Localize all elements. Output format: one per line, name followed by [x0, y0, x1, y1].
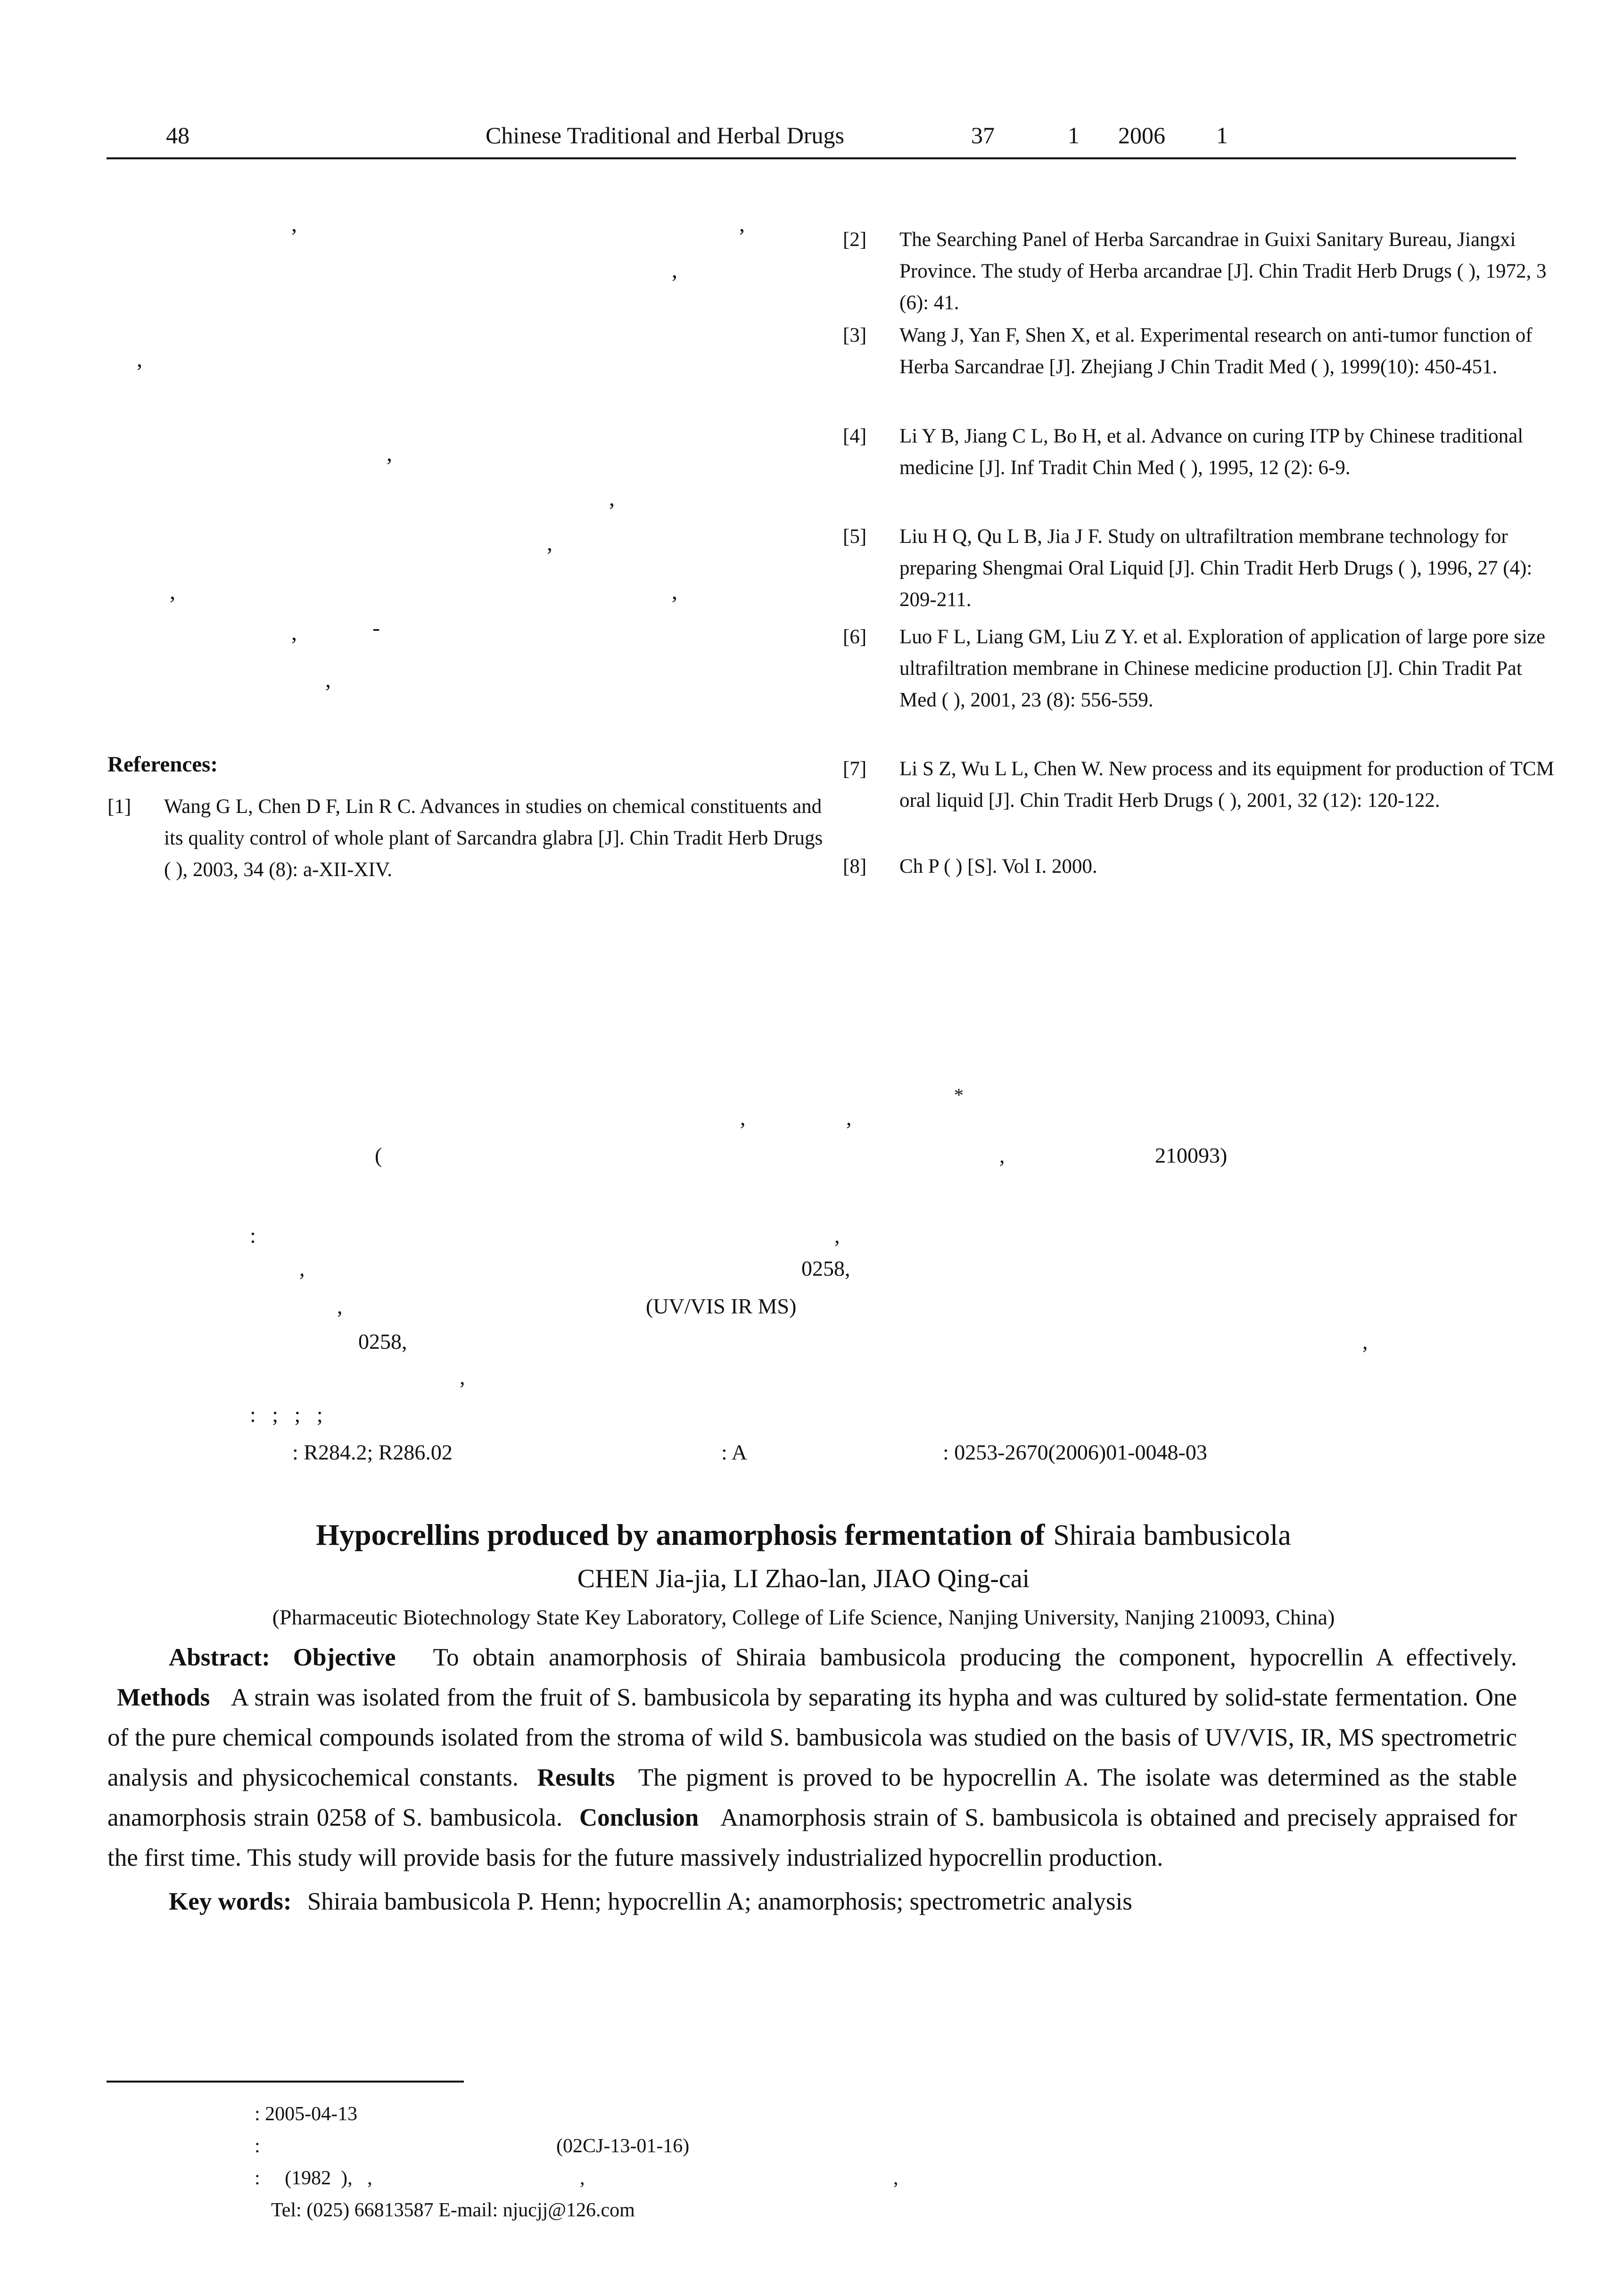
fund-label: :: [255, 2135, 260, 2157]
body-punct: ,: [672, 579, 677, 604]
affiliation-zip: 210093): [1155, 1143, 1228, 1167]
reference-number: [1]: [107, 795, 132, 818]
reference-text: Ch P ( ) [S]. Vol I. 2000.: [899, 855, 1097, 877]
abstract-comma: ,: [834, 1223, 840, 1247]
document-code: : A: [721, 1440, 747, 1464]
results-text: The pigment is proved to be hypocrellin A. The isolate was determined as the stable anamorphosis strain 0258 of S. bambusicola.: [107, 1764, 1517, 1831]
reference-number: [5]: [843, 525, 867, 548]
received-date: : 2005-04-13: [255, 2103, 358, 2125]
journal-volume: 37: [971, 122, 995, 148]
header-rule: [107, 157, 1516, 159]
abstract-label: Abstract:: [169, 1644, 270, 1671]
body-punct: -: [372, 615, 380, 640]
strain-number: 0258,: [358, 1329, 407, 1353]
reference-number: [4]: [843, 425, 867, 447]
conclusion-label: Conclusion: [579, 1804, 699, 1831]
keywords-label: Key words:: [169, 1888, 292, 1915]
methods-label: Methods: [117, 1684, 210, 1711]
abstract-colon: :: [250, 1223, 256, 1247]
reference-number: [6]: [843, 626, 867, 648]
objective-text: To obtain anamorphosis of Shiraia bambusicola producing the component, hypocrellin A effectively.: [433, 1644, 1517, 1671]
journal-issue: 1: [1068, 122, 1080, 148]
title-text: Hypocrellins produced by anamorphosis fermentation of: [316, 1518, 1045, 1551]
keywords-text: Shiraia bambusicola P. Henn; hypocrellin A; anamorphosis; spectrometric analysis: [307, 1888, 1132, 1915]
methods-list: (UV/VIS IR MS): [646, 1294, 797, 1318]
reference-text: Wang J, Yan F, Shen X, et al. Experimental research on anti-tumor function of Herba Sarcandrae [J]. Zhejiang J Chin Tradit Med ( ), 1999(10): 450-451.: [899, 324, 1533, 378]
methods-text: A strain was isolated from the fruit of S. bambusicola by separating its hypha and was cultured by solid-state fermentation. One of the pure chemical compounds isolated from the stroma of wild S. bambusicola was studied on the basis of UV/VIS, IR, MS spectrometric analysis and physicochemical constants.: [107, 1684, 1517, 1791]
english-affiliation: (Pharmaceutic Biotechnology State Key Laboratory, College of Life Science, Nanjing University, Nanjing 210093, China): [272, 1605, 1335, 1629]
results-label: Results: [537, 1764, 615, 1791]
author-sep: ,: [846, 1106, 852, 1130]
page-number: 48: [166, 122, 190, 148]
journal-name: Chinese Traditional and Herbal Drugs: [486, 122, 845, 148]
reference-text: Luo F L, Liang GM, Liu Z Y. et al. Exploration of application of large pore size ultrafiltration membrane in Chinese medicine production [J]. Chin Tradit Pat Med ( ), 2001, 23 (8): 556-559.: [899, 626, 1546, 711]
clc-number: : R284.2; R286.02: [292, 1440, 453, 1464]
body-punct: ,: [291, 212, 297, 237]
reference-number: [3]: [843, 324, 867, 346]
english-abstract: [107, 1638, 1517, 1922]
author-info: : (1982 ), ,: [255, 2167, 372, 2189]
article-id: : 0253-2670(2006)01-0048-03: [943, 1440, 1207, 1464]
reference-text: Li S Z, Wu L L, Chen W. New process and its equipment for production of TCM oral liquid [J]. Chin Tradit Herb Drugs ( ), 2001, 32 (12): 120-122.: [899, 758, 1554, 812]
affiliation-open: (: [375, 1143, 382, 1167]
abstract-comma: ,: [299, 1256, 305, 1280]
abstract-comma: ,: [1362, 1329, 1368, 1353]
journal-month: 1: [1216, 122, 1228, 148]
journal-year: 2006: [1118, 122, 1165, 148]
reference-number: [8]: [843, 855, 867, 877]
body-punct: ,: [291, 620, 297, 645]
contact-info: Tel: (025) 66813587 E-mail: njucjj@126.com: [271, 2199, 635, 2221]
body-punct: ,: [609, 486, 615, 511]
body-punct: ,: [137, 347, 142, 372]
conclusion-text: Anamorphosis strain of S. bambusicola is obtained and precisely appraised for the first time. This study will provide basis for the future massively industrialized hypocrellin production.: [107, 1804, 1517, 1871]
strain-number: 0258,: [801, 1256, 850, 1280]
body-punct: ,: [672, 258, 677, 283]
reference-number: [2]: [843, 229, 867, 251]
reference-number: [7]: [843, 758, 867, 780]
reference-text: Wang G L, Chen D F, Lin R C. Advances in studies on chemical constituents and its quality control of whole plant of Sarcandra glabra [J]. Chin Tradit Herb Drugs ( ), 2003, 34 (8): a-XII-XIV.: [164, 795, 823, 881]
body-punct: ,: [170, 579, 175, 604]
keywords-cn: : ; ; ;: [250, 1402, 323, 1427]
reference-text: Li Y B, Jiang C L, Bo H, et al. Advance on curing ITP by Chinese traditional medicine [J]. Inf Tradit Chin Med ( ), 1995, 12 (2): 6-9.: [899, 425, 1524, 479]
fund-number: (02CJ-13-01-16): [556, 2135, 690, 2157]
body-punct: ,: [547, 531, 552, 556]
affiliation-comma: ,: [999, 1143, 1005, 1167]
author-sep: ,: [740, 1106, 746, 1130]
corresponding-star: *: [954, 1084, 964, 1106]
objective-label: Objective: [293, 1644, 396, 1671]
author-comma: ,: [893, 2167, 898, 2189]
body-punct: ,: [387, 441, 392, 466]
reference-text: Liu H Q, Qu L B, Jia J F. Study on ultrafiltration membrane technology for preparing Shengmai Oral Liquid [J]. Chin Tradit Herb Drugs ( ), 1996, 27 (4): 209-211.: [899, 525, 1533, 611]
abstract-comma: ,: [337, 1294, 343, 1318]
references-heading: References:: [107, 752, 218, 777]
footnote-rule: [107, 2081, 464, 2083]
reference-text: The Searching Panel of Herba Sarcandrae in Guixi Sanitary Bureau, Jiangxi Province. The study of Herba arcandrae [J]. Chin Tradit Herb Drugs ( ), 1972, 3 (6): 41.: [899, 229, 1547, 314]
abstract-comma: ,: [460, 1365, 465, 1389]
english-title: [0, 1517, 1607, 1552]
english-authors: CHEN Jia-jia, LI Zhao-lan, JIAO Qing-cai: [577, 1564, 1030, 1593]
title-species: Shiraia bambusicola: [1053, 1519, 1291, 1551]
body-punct: ,: [739, 212, 745, 237]
body-punct: ,: [325, 667, 331, 692]
author-comma: ,: [580, 2167, 585, 2189]
